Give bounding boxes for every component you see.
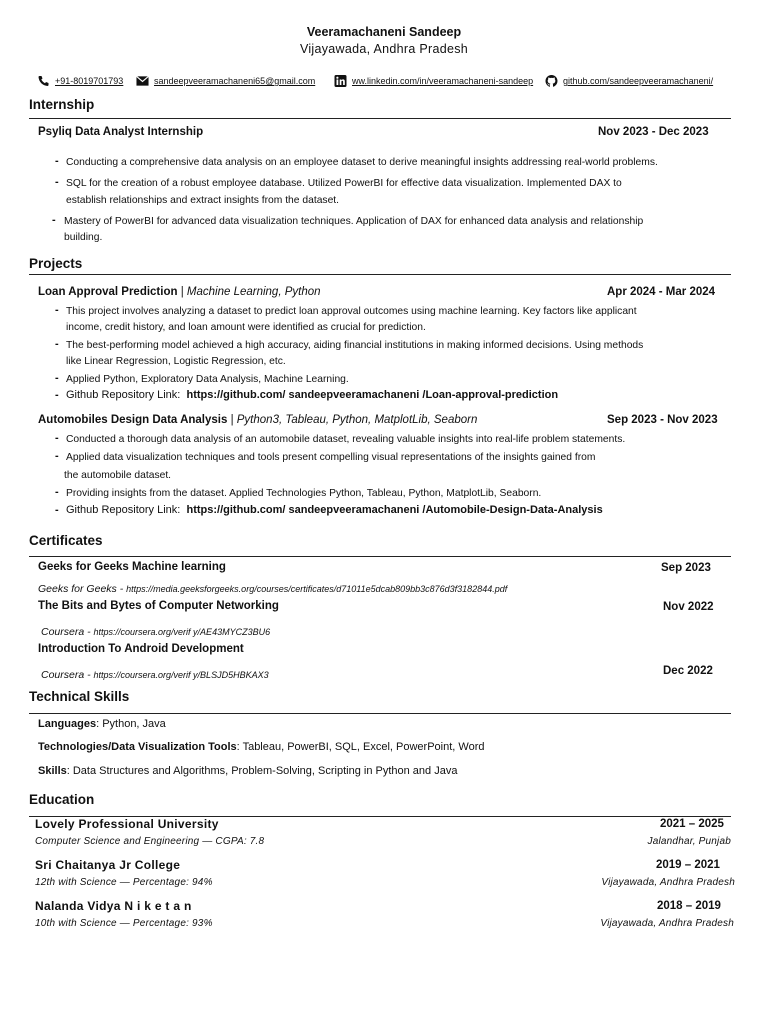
bullet-marker: -	[55, 486, 59, 498]
phone-icon	[37, 75, 50, 87]
skill-row	[38, 718, 166, 730]
project-separator: |	[177, 286, 187, 298]
certificate-source-line	[41, 665, 269, 683]
bullet-marker: -	[55, 338, 59, 350]
education-years: 2018 – 2019	[657, 900, 721, 912]
skill-row	[38, 765, 457, 777]
project-line: Applied data visualization techniques and tools present compelling visual representations of the insights gained from	[66, 452, 596, 463]
section-title-internship: Internship	[29, 97, 95, 112]
repo-label: Github Repository Link:	[66, 389, 181, 401]
bullet-marker: -	[55, 176, 59, 188]
project-date: Apr 2024 - Mar 2024	[607, 286, 716, 298]
project-line: the automobile dataset.	[64, 470, 172, 481]
education-years: 2019 – 2021	[656, 859, 720, 871]
skill-value: : Data Structures and Algorithms, Problem-Solving, Scripting in Python and Java	[66, 765, 458, 777]
candidate-name: Veeramachaneni Sandeep	[306, 25, 462, 39]
certificate-date: Dec 2022	[663, 665, 713, 677]
certificate-source: Coursera -	[41, 626, 94, 638]
education-school: Sri Chaitanya Jr College	[35, 858, 181, 872]
project-line: Conducted a thorough data analysis of an automobile dataset, revealing valuable insights into real-life problem statements.	[66, 434, 626, 445]
bullet-marker: -	[55, 155, 59, 167]
project-tech: Machine Learning, Python	[186, 286, 321, 298]
bullet-marker: -	[55, 389, 59, 401]
project-line: income, credit history, and loan amount were identified as crucial for prediction.	[66, 322, 426, 333]
project-tech: Python3, Tableau, Python, MatplotLib, Seaborn	[236, 414, 478, 426]
internship-date: Nov 2023 - Dec 2023	[598, 126, 709, 138]
linkedin-icon	[334, 75, 347, 87]
section-title-skills: Technical Skills	[29, 689, 130, 704]
section-divider	[29, 713, 731, 714]
skill-label: Technologies/Data Visualization Tools	[38, 741, 237, 753]
project-date: Sep 2023 - Nov 2023	[607, 414, 718, 426]
certificate-title: Introduction To Android Development	[38, 643, 244, 655]
certificate-source-line	[41, 622, 270, 640]
github-icon	[545, 75, 558, 87]
education-school: Lovely Professional University	[35, 817, 219, 831]
education-years: 2021 – 2025	[660, 818, 724, 830]
certificate-date: Sep 2023	[661, 562, 711, 574]
education-place: Vijayawada, Andhra Pradesh	[601, 877, 735, 888]
internship-bullet-cont: building.	[64, 232, 103, 243]
project-title: Loan Approval Prediction	[38, 286, 178, 298]
certificate-link[interactable]: https://media.geeksforgeeks.org/courses/certificates/d71011e5dcab809bb3c876d3f3182844.pdf	[126, 584, 508, 594]
project-line: This project involves analyzing a dataset to predict loan approval outcomes using machine learning. Key factors like applicant	[66, 306, 637, 317]
internship-bullet-cont: establish relationships and extract insights from the dataset.	[66, 195, 340, 206]
bullet-marker: -	[55, 450, 59, 462]
certificate-link[interactable]: https://coursera.org/verif y/BLSJD5HBKAX3	[93, 670, 269, 680]
project-title: Automobiles Design Data Analysis	[38, 414, 228, 426]
bullet-marker: -	[55, 432, 59, 444]
section-title-education: Education	[29, 792, 95, 807]
education-place: Jalandhar, Punjab	[647, 836, 731, 847]
education-detail: Computer Science and Engineering — CGPA: 7.8	[35, 836, 265, 847]
contact-github[interactable]	[545, 75, 713, 87]
phone-link[interactable]: +91-8019701793	[55, 76, 124, 86]
email-link[interactable]: sandeepveeramachaneni65@gmail.com	[154, 76, 316, 86]
section-divider	[29, 274, 731, 275]
section-title-certificates: Certificates	[29, 533, 103, 548]
project-line: Applied Python, Exploratory Data Analysis, Machine Learning.	[66, 374, 349, 385]
education-detail: 10th with Science — Percentage: 93%	[35, 918, 213, 929]
bullet-marker: -	[55, 504, 59, 516]
project-line: like Linear Regression, Logistic Regression, etc.	[66, 356, 286, 367]
section-divider	[29, 556, 731, 557]
bullet-marker: -	[55, 372, 59, 384]
repo-label: Github Repository Link:	[66, 504, 181, 516]
education-school: Nalanda Vidya N i k e t a n	[35, 899, 192, 913]
skill-label: Skills	[38, 765, 67, 777]
skill-value: : Tableau, PowerBI, SQL, Excel, PowerPoint, Word	[236, 741, 485, 753]
repo-line	[66, 389, 558, 401]
project-separator: |	[227, 414, 237, 426]
internship-bullet: Mastery of PowerBI for advanced data visualization techniques. Application of DAX for enhanced data analysis and relationship	[64, 216, 644, 227]
certificate-title: The Bits and Bytes of Computer Networking	[38, 600, 279, 612]
certificate-source: Coursera -	[41, 669, 94, 681]
certificate-source-line	[38, 579, 507, 597]
bullet-marker: -	[52, 214, 56, 226]
project-heading	[38, 414, 477, 426]
contact-phone[interactable]	[37, 75, 123, 87]
contact-email[interactable]	[136, 75, 315, 87]
github-link[interactable]: github.com/sandeepveeramachaneni/	[563, 76, 714, 86]
project-line: The best-performing model achieved a high accuracy, aiding financial institutions in making informed decisions. Using methods	[66, 340, 644, 351]
contact-linkedin[interactable]	[334, 75, 533, 87]
internship-bullet: Conducting a comprehensive data analysis on an employee dataset to derive meaningful insights addressing real-world problems.	[66, 157, 658, 168]
certificate-link[interactable]: https://coursera.org/verif y/AE43MYCZ3BU6	[93, 627, 271, 637]
certificate-title: Geeks for Geeks Machine learning	[38, 561, 226, 573]
bullet-marker: -	[55, 304, 59, 316]
internship-bullet: SQL for the creation of a robust employee database. Utilized PowerBI for effective data visualization. Implemented DAX to	[66, 178, 622, 189]
project-heading	[38, 286, 321, 298]
certificate-date: Nov 2022	[663, 601, 714, 613]
internship-title: Psyliq Data Analyst Internship	[38, 126, 204, 138]
repo-link[interactable]: https://github.com/ sandeepveeramachaneni /Automobile-Design-Data-Analysis	[186, 504, 603, 516]
certificate-source: Geeks for Geeks -	[38, 583, 127, 595]
project-line: Providing insights from the dataset. Applied Technologies Python, Tableau, Python, MatplotLib, Seaborn.	[66, 488, 542, 499]
candidate-location: Vijayawada, Andhra Pradesh	[299, 42, 469, 56]
skill-row	[38, 741, 484, 753]
education-detail: 12th with Science — Percentage: 94%	[35, 877, 213, 888]
linkedin-link[interactable]: ww.linkedin.com/in/veeramachaneni-sandeep	[352, 76, 534, 86]
skill-value: : Python, Java	[96, 718, 166, 730]
skill-label: Languages	[38, 718, 97, 730]
section-title-projects: Projects	[29, 256, 83, 271]
envelope-icon	[136, 75, 149, 87]
education-place: Vijayawada, Andhra Pradesh	[600, 918, 734, 929]
section-divider	[29, 118, 731, 119]
repo-link[interactable]: https://github.com/ sandeepveeramachaneni /Loan-approval-prediction	[186, 389, 559, 401]
repo-line	[66, 504, 603, 516]
